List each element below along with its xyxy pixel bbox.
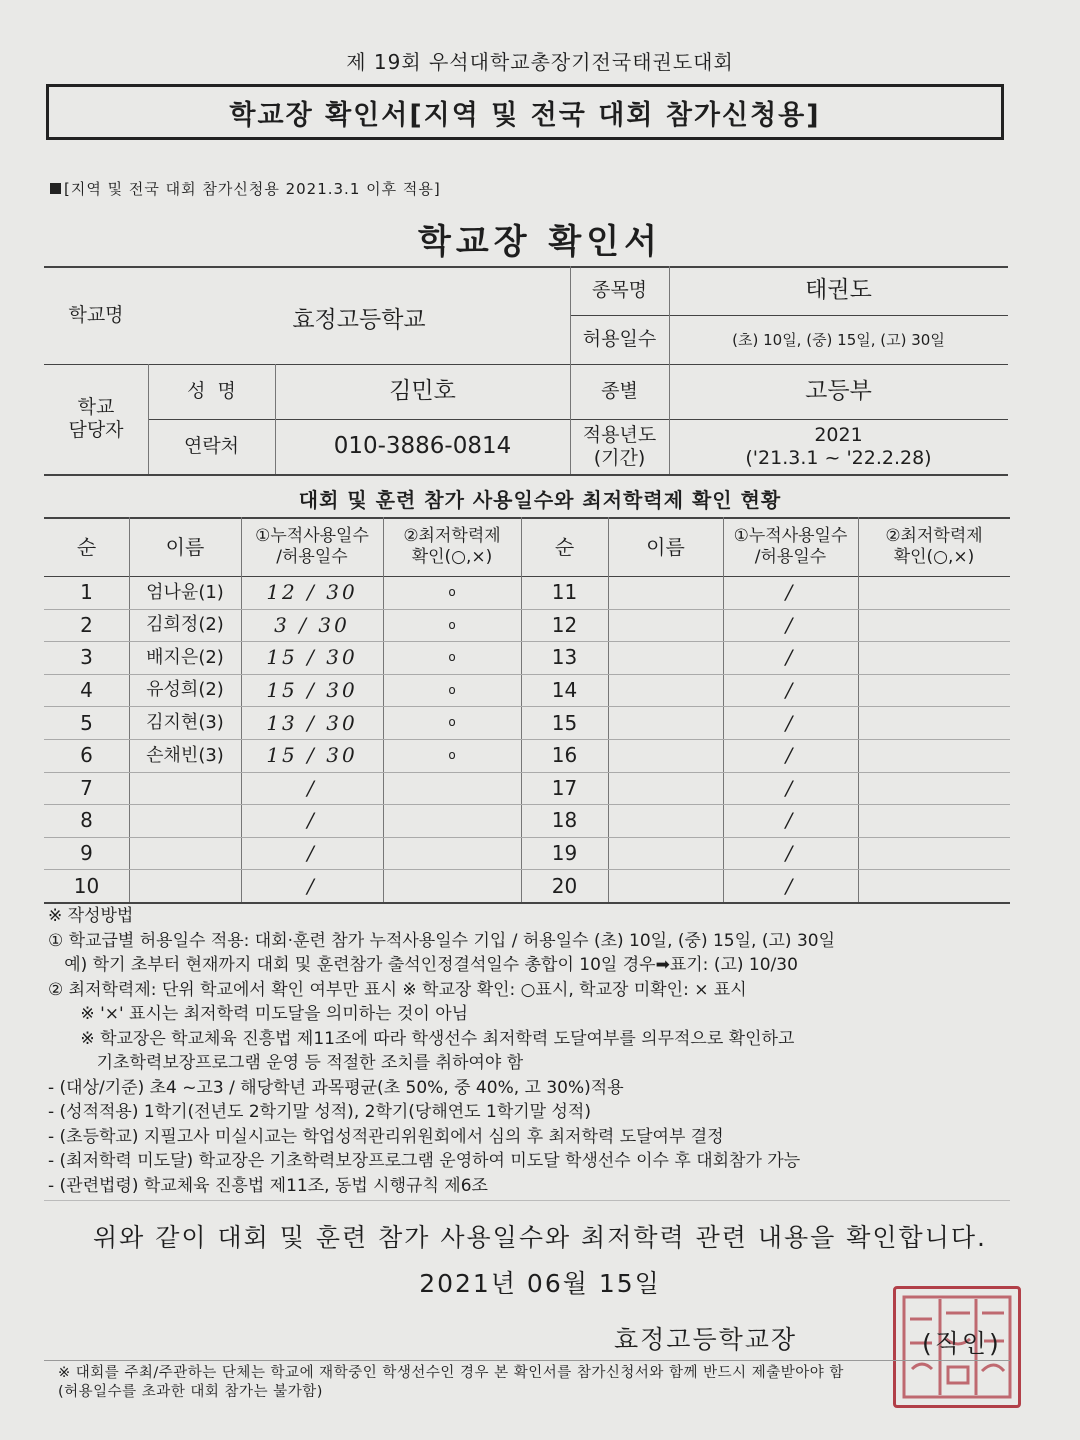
col-no-right: 순 bbox=[554, 534, 575, 559]
athlete-name bbox=[608, 772, 723, 805]
note-line: ※ '×' 표시는 최저학력 미도달을 의미하는 것이 아님 bbox=[48, 1004, 469, 1024]
year-value bbox=[669, 419, 1008, 474]
days-used: 13 / 30 bbox=[266, 710, 358, 735]
row-number: 10 bbox=[73, 873, 100, 898]
allowed-days-value: (초) 10일, (중) 15일, (고) 30일 bbox=[732, 330, 945, 349]
athlete-name: 배지은(2) bbox=[146, 646, 224, 668]
academic-check bbox=[858, 706, 1010, 739]
row-number: 15 bbox=[551, 710, 578, 735]
year-label-line1: 적용년도 bbox=[582, 423, 657, 446]
row-number: 12 bbox=[551, 612, 578, 637]
row-number: 2 bbox=[80, 612, 93, 637]
days-used: / bbox=[785, 612, 796, 637]
manager-label-line2: 담당자 bbox=[68, 419, 124, 441]
note-line: ② 최저학력제: 단위 학교에서 확인 여부만 표시 ※ 학교장 확인: ○표시, 학교장 미확인: × 표시 bbox=[48, 979, 747, 1000]
note-line: - (성적적용) 1학기(전년도 2학기말 성적), 2학기(당해연도 1학기말 성적) bbox=[48, 1102, 591, 1122]
days-used: / bbox=[785, 873, 796, 898]
year-label bbox=[570, 419, 669, 474]
note-line: 기초학력보장프로그램 운영 등 적절한 조치를 취하여야 함 bbox=[48, 1053, 524, 1073]
academic-check bbox=[858, 641, 1010, 674]
col-no-left: 순 bbox=[76, 534, 97, 559]
academic-check bbox=[383, 837, 521, 870]
division-value: 고등부 bbox=[805, 377, 872, 404]
footer-note bbox=[58, 1364, 1028, 1402]
row-number: 9 bbox=[80, 841, 93, 866]
athlete-name bbox=[608, 576, 723, 609]
sport-value: 태권도 bbox=[805, 276, 872, 303]
athlete-name bbox=[129, 837, 241, 870]
days-used: / bbox=[785, 710, 796, 735]
note-line: - (대상/기준) 초4 ~고3 / 해당학년 과목평균(초 50%, 중 40%, 고 30%)적용 bbox=[48, 1077, 624, 1098]
days-used: / bbox=[785, 678, 796, 703]
name-value: 김민호 bbox=[389, 377, 456, 404]
academic-check bbox=[858, 837, 1010, 870]
row-number: 17 bbox=[551, 775, 578, 800]
note-line: - (최저학력 미도달) 학교장은 기초학력보장프로그램 운영하여 미도달 학생선수 이수 후 대회참가 가능 bbox=[48, 1151, 801, 1171]
days-used: / bbox=[785, 775, 796, 800]
row-number: 16 bbox=[551, 743, 578, 768]
contact-value: 010-3886-0814 bbox=[333, 432, 512, 459]
manager-label-line1: 학교 bbox=[77, 396, 115, 419]
academic-check bbox=[383, 804, 521, 837]
academic-check bbox=[858, 772, 1010, 805]
row-number: 13 bbox=[551, 645, 578, 670]
col-academic-line2: 확인(○,×) bbox=[893, 546, 975, 567]
note-line: ① 학교급별 허용일수 적용: 대회·훈련 참가 누적사용일수 기입 / 허용일수 (초) 10일, (중) 15일, (고) 30일 bbox=[48, 930, 836, 951]
year-value-line2: ('21.3.1 ~ '22.2.28) bbox=[745, 446, 932, 469]
academic-check: o bbox=[448, 682, 456, 697]
athlete-name: 유성희(2) bbox=[146, 679, 224, 701]
days-used: / bbox=[785, 841, 796, 866]
academic-check bbox=[383, 772, 521, 805]
athlete-name bbox=[608, 609, 723, 642]
athlete-name bbox=[608, 641, 723, 674]
athlete-name: 김지현(3) bbox=[146, 711, 224, 733]
col-days-line1: ①누적사용일수 bbox=[255, 526, 369, 547]
academic-check: o bbox=[448, 748, 456, 763]
confirmation-statement: 위와 같이 대회 및 훈련 참가 사용일수와 최저학력 관련 내용을 확인합니다. bbox=[93, 1223, 987, 1252]
academic-check: o bbox=[448, 617, 456, 632]
athlete-name bbox=[608, 739, 723, 772]
col-academic-line1: ②최저학력제 bbox=[403, 526, 501, 547]
days-used: / bbox=[785, 808, 796, 833]
days-used: 12 / 30 bbox=[266, 580, 358, 605]
col-academic-line2: 확인(○,×) bbox=[411, 546, 493, 567]
academic-check bbox=[858, 804, 1010, 837]
athlete-name bbox=[608, 869, 723, 902]
athlete-name bbox=[129, 869, 241, 902]
principal-signature-line: 효정고등학교장 bbox=[614, 1325, 798, 1354]
athlete-name bbox=[129, 772, 241, 805]
row-number: 19 bbox=[551, 841, 578, 866]
form-note bbox=[50, 178, 441, 199]
allowed-days-label: 허용일수 bbox=[582, 328, 657, 351]
academic-check: o bbox=[448, 715, 456, 730]
footer-line: (허용일수를 초과한 대회 참가는 불가함) bbox=[58, 1384, 323, 1400]
athlete-name: 김희정(2) bbox=[146, 614, 224, 636]
col-academic-left bbox=[383, 517, 521, 576]
days-used: / bbox=[785, 580, 796, 605]
note-line: ※ 학교장은 학교체육 진흥법 제11조에 따라 학생선수 최저학력 도달여부를 의무적으로 확인하고 bbox=[48, 1028, 795, 1049]
sport-label: 종목명 bbox=[591, 279, 648, 302]
row-number: 4 bbox=[80, 678, 93, 703]
row-number: 1 bbox=[80, 580, 93, 605]
form-title: 학교장 확인서 bbox=[418, 222, 662, 262]
col-name-left: 이름 bbox=[165, 534, 205, 559]
days-used: 3 / 30 bbox=[274, 612, 350, 637]
note-line: 예) 학기 초부터 현재까지 대회 및 훈련참가 출석인정결석일수 총합이 10일 경우➡표기: (고) 10/30 bbox=[48, 955, 798, 975]
col-days-left bbox=[241, 517, 383, 576]
row-number: 7 bbox=[80, 775, 93, 800]
col-academic-right bbox=[858, 517, 1010, 576]
academic-check bbox=[858, 739, 1010, 772]
athlete-name bbox=[608, 706, 723, 739]
seal-label: (직인) bbox=[922, 1329, 1002, 1358]
section-title: 대회 및 훈련 참가 사용일수와 최저학력제 확인 현황 bbox=[298, 488, 782, 512]
athlete-name bbox=[129, 804, 241, 837]
days-used: / bbox=[307, 873, 317, 898]
days-used: 15 / 30 bbox=[266, 743, 358, 768]
athlete-name: 손채빈(3) bbox=[146, 744, 224, 766]
athlete-name bbox=[608, 804, 723, 837]
days-used: 15 / 30 bbox=[266, 678, 358, 703]
col-days-line2: /허용일수 bbox=[276, 546, 348, 567]
school-value: 효정고등학교 bbox=[292, 307, 426, 334]
manager-label bbox=[44, 364, 148, 474]
form-note-text: [지역 및 전국 대회 참가신청용 2021.3.1 이후 적용] bbox=[64, 180, 441, 198]
note-line: ※ 작성방법 bbox=[48, 906, 134, 926]
academic-check: o bbox=[448, 650, 456, 665]
days-used: / bbox=[785, 743, 796, 768]
document-title-box bbox=[46, 84, 1004, 140]
note-line: - (관련법령) 학교체육 진흥법 제11조, 동법 시행규칙 제6조 bbox=[48, 1175, 488, 1196]
academic-check: o bbox=[448, 585, 456, 600]
square-bullet-icon bbox=[50, 183, 61, 194]
academic-check bbox=[858, 674, 1010, 707]
row-number: 5 bbox=[80, 710, 93, 735]
col-days-line2: /허용일수 bbox=[754, 546, 827, 567]
col-name-right: 이름 bbox=[646, 534, 685, 559]
days-used: / bbox=[307, 808, 317, 833]
days-used: / bbox=[785, 645, 796, 670]
row-number: 20 bbox=[551, 873, 578, 898]
row-number: 6 bbox=[80, 743, 93, 768]
athlete-name bbox=[608, 674, 723, 707]
row-number: 14 bbox=[551, 678, 578, 703]
name-label: 성 명 bbox=[187, 380, 236, 403]
academic-check bbox=[858, 869, 1010, 902]
event-title: 제 19회 우석대학교총장기전국태권도대회 bbox=[346, 50, 734, 74]
academic-check bbox=[383, 869, 521, 902]
school-label: 학교명 bbox=[68, 303, 124, 326]
year-value-line1: 2021 bbox=[814, 423, 863, 446]
issue-date: 2021년 06월 15일 bbox=[419, 1269, 661, 1298]
row-number: 18 bbox=[551, 808, 578, 833]
academic-check bbox=[858, 576, 1010, 609]
note-line: - (초등학교) 지필고사 미실시교는 학업성적관리위원회에서 심의 후 최저학력 도달여부 결정 bbox=[48, 1126, 724, 1147]
footer-line: ※ 대회를 주최/주관하는 단체는 학교에 재학중인 학생선수인 경우 본 확인서를 참가신청서와 함께 반드시 제출받아야 함 bbox=[58, 1365, 844, 1381]
row-number: 11 bbox=[551, 580, 578, 605]
document-title: 학교장 확인서[지역 및 전국 대회 참가신청용] bbox=[229, 99, 821, 131]
athlete-name: 엄나윤(1) bbox=[146, 581, 224, 603]
contact-label: 연락처 bbox=[183, 435, 240, 458]
col-days-line1: ①누적사용일수 bbox=[733, 526, 848, 547]
year-label-line2: (기간) bbox=[593, 446, 646, 469]
days-used: 15 / 30 bbox=[266, 645, 358, 670]
col-days-right bbox=[723, 517, 858, 576]
division-label: 종별 bbox=[601, 380, 638, 403]
athlete-name bbox=[608, 837, 723, 870]
days-used: / bbox=[307, 775, 317, 800]
col-academic-line1: ②최저학력제 bbox=[885, 526, 983, 547]
days-used: / bbox=[307, 841, 317, 866]
row-number: 8 bbox=[80, 808, 93, 833]
row-number: 3 bbox=[80, 645, 93, 670]
academic-check bbox=[858, 609, 1010, 642]
instructions-notes bbox=[48, 904, 1028, 1198]
